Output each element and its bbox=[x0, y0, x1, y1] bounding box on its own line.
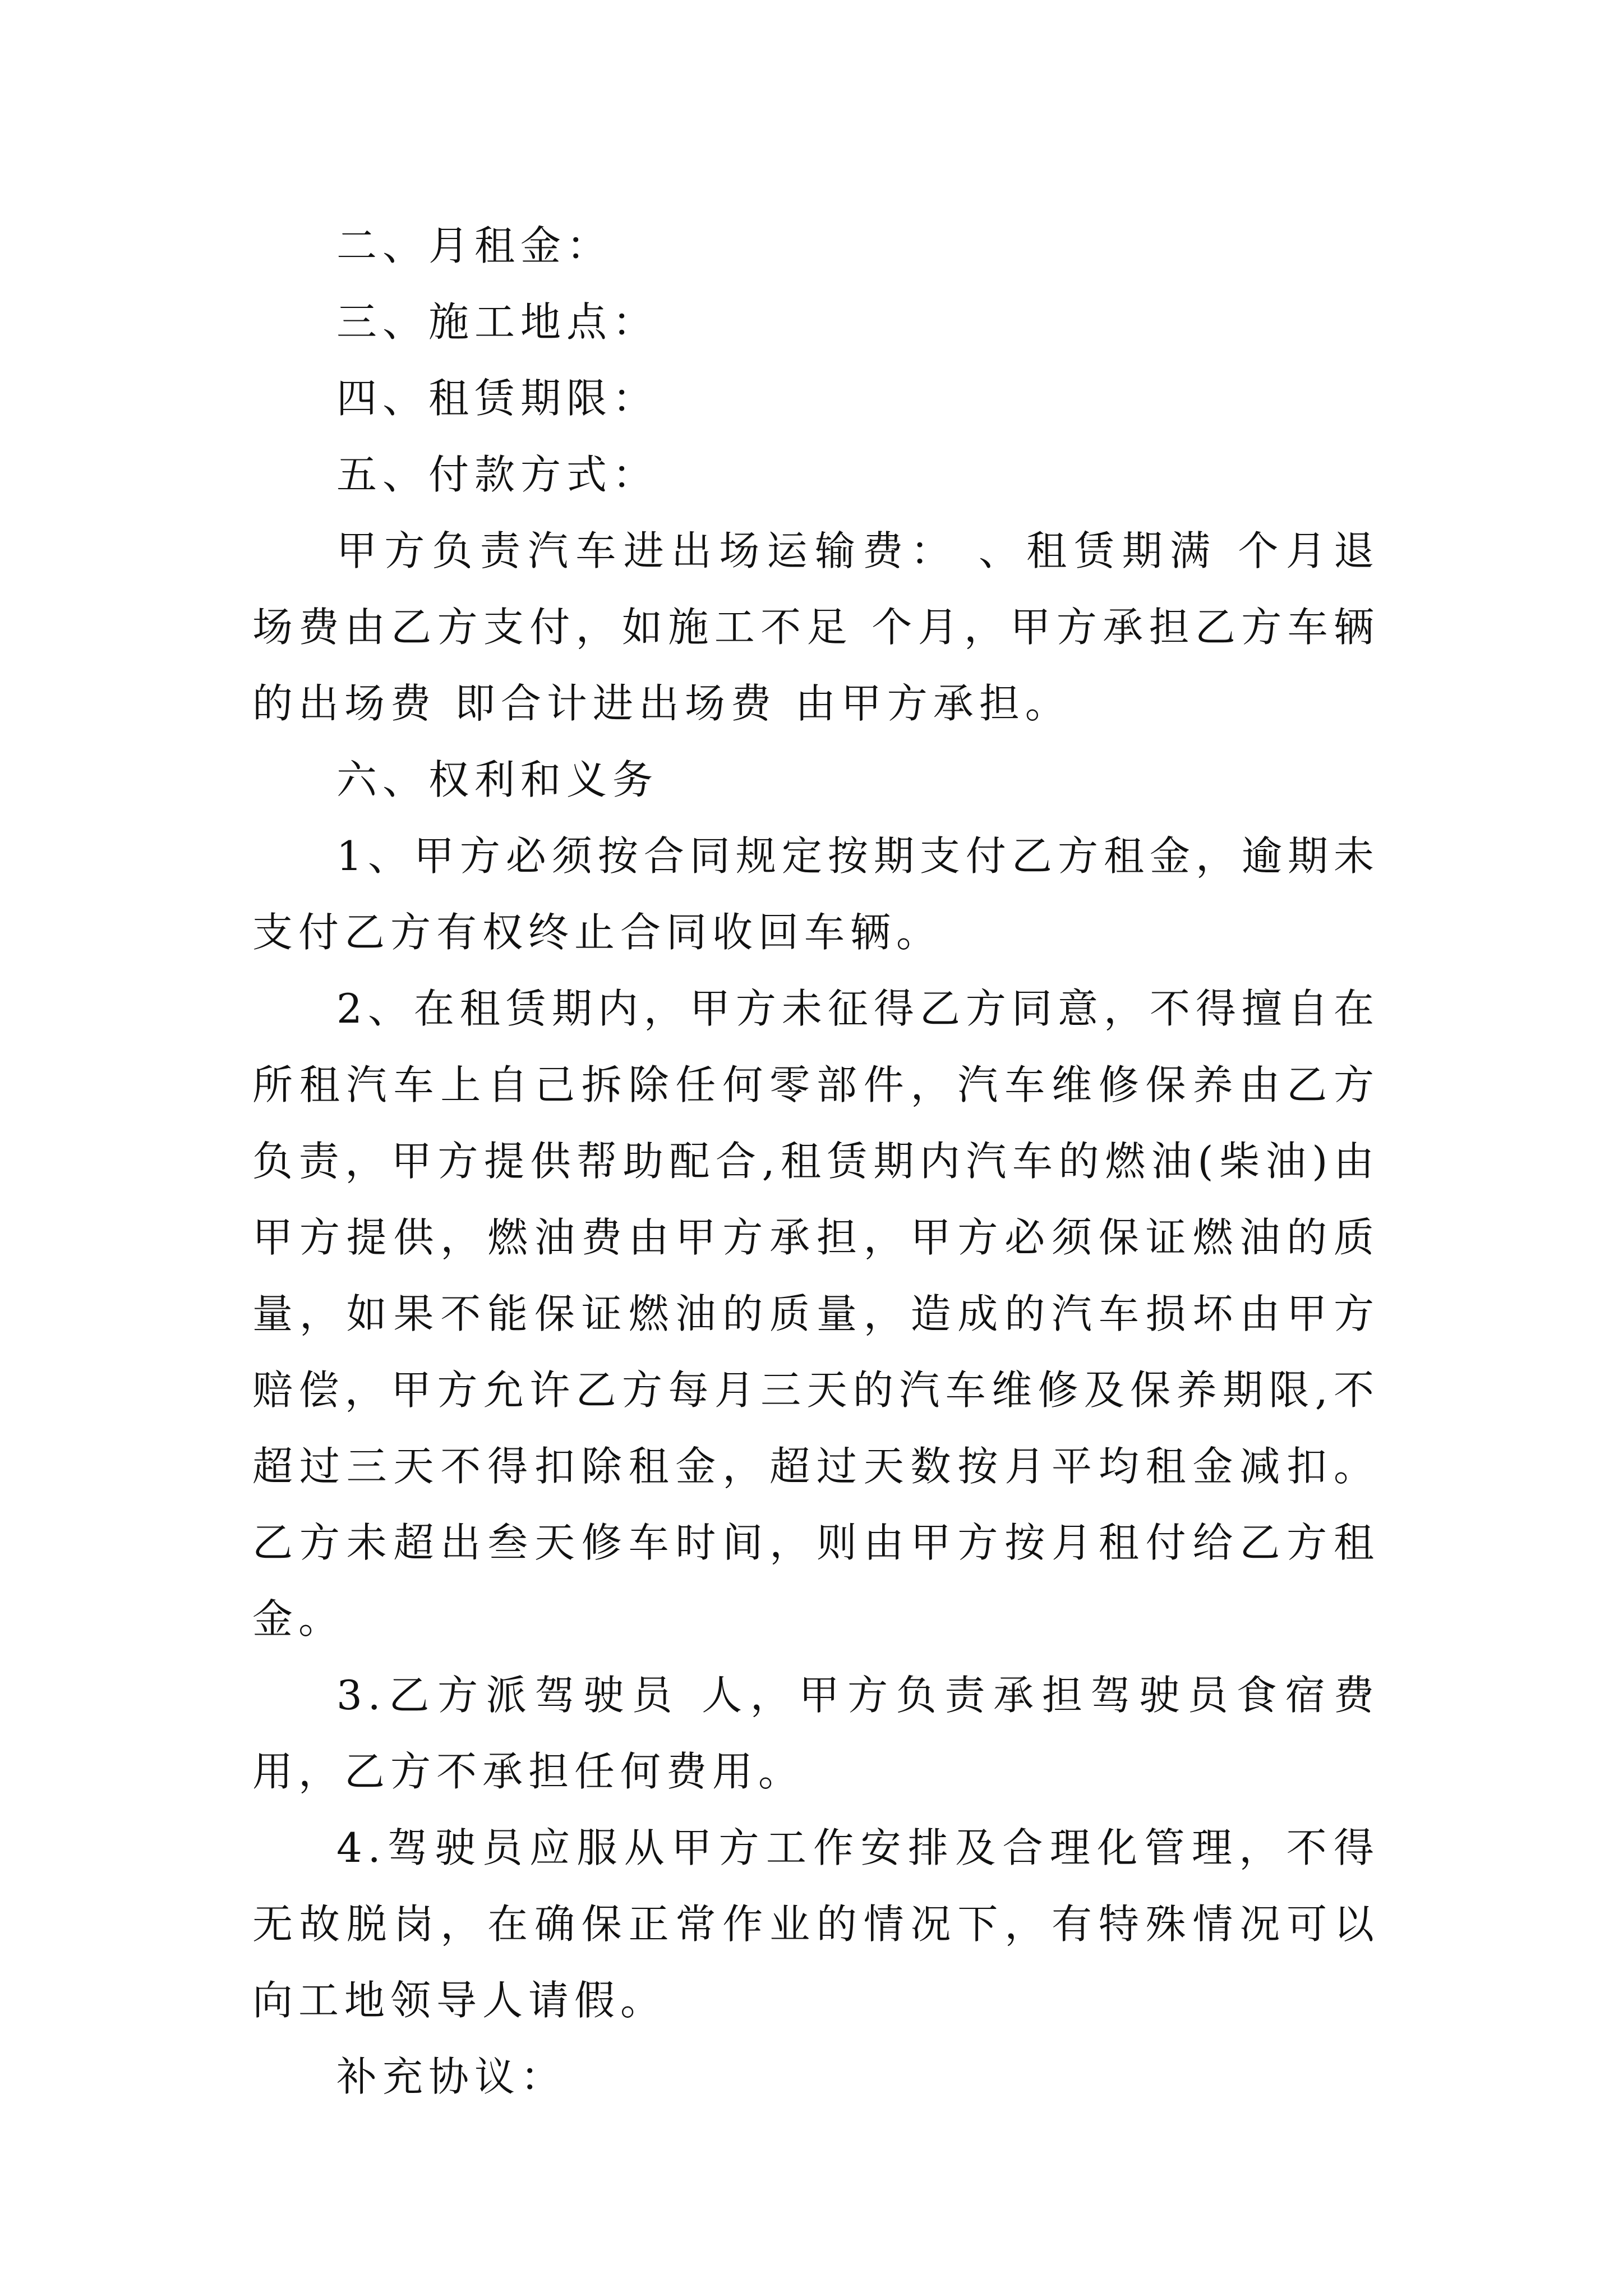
obligation-item-4: 4.驾驶员应服从甲方工作安排及合理化管理，不得无故脱岗，在确保正常作业的情况下，有特殊情况可以向工地领导人请假。 bbox=[252, 1824, 1380, 2024]
supplementary-agreement-heading: 补充协议： bbox=[336, 2053, 567, 2100]
clause-rights-obligations: 六、权利和义务 bbox=[336, 756, 659, 803]
paragraph-transport-fee: 甲方负责汽车进出场运输费： 、租赁期满 个月退场费由乙方支付，如施工不足 个月，甲方承担乙方车辆的出场费 即合计进出场费 由甲方承担。 bbox=[252, 527, 1380, 727]
clause-construction-site: 三、施工地点： bbox=[336, 298, 659, 346]
clause-monthly-rent: 二、月租金： bbox=[336, 222, 613, 269]
clause-payment-method: 五、付款方式： bbox=[336, 451, 659, 498]
document-body bbox=[252, 208, 1380, 2115]
obligation-item-2: 2、在租赁期内，甲方未征得乙方同意，不得擅自在所租汽车上自己拆除任何零部件，汽车维修保养由乙方负责，甲方提供帮助配合,租赁期内汽车的燃油(柴油)由甲方提供，燃油费由甲方承担，甲方必须保证燃油的质量，如果不能保证燃油的质量，造成的汽车损坏由甲方赔偿，甲方允许乙方每月三天的汽车维修及保养期限,不超过三天不得扣除租金，超过天数按月平均租金减扣。乙方未超出叁天修车时间，则由甲方按月租付给乙方租金。 bbox=[252, 985, 1380, 1642]
obligation-item-3: 3.乙方派驾驶员 人，甲方负责承担驾驶员食宿费用，乙方不承担任何费用。 bbox=[252, 1672, 1380, 1795]
clause-lease-term: 四、租赁期限： bbox=[336, 375, 659, 422]
obligation-item-1: 1、甲方必须按合同规定按期支付乙方租金，逾期未支付乙方有权终止合同收回车辆。 bbox=[252, 832, 1380, 956]
